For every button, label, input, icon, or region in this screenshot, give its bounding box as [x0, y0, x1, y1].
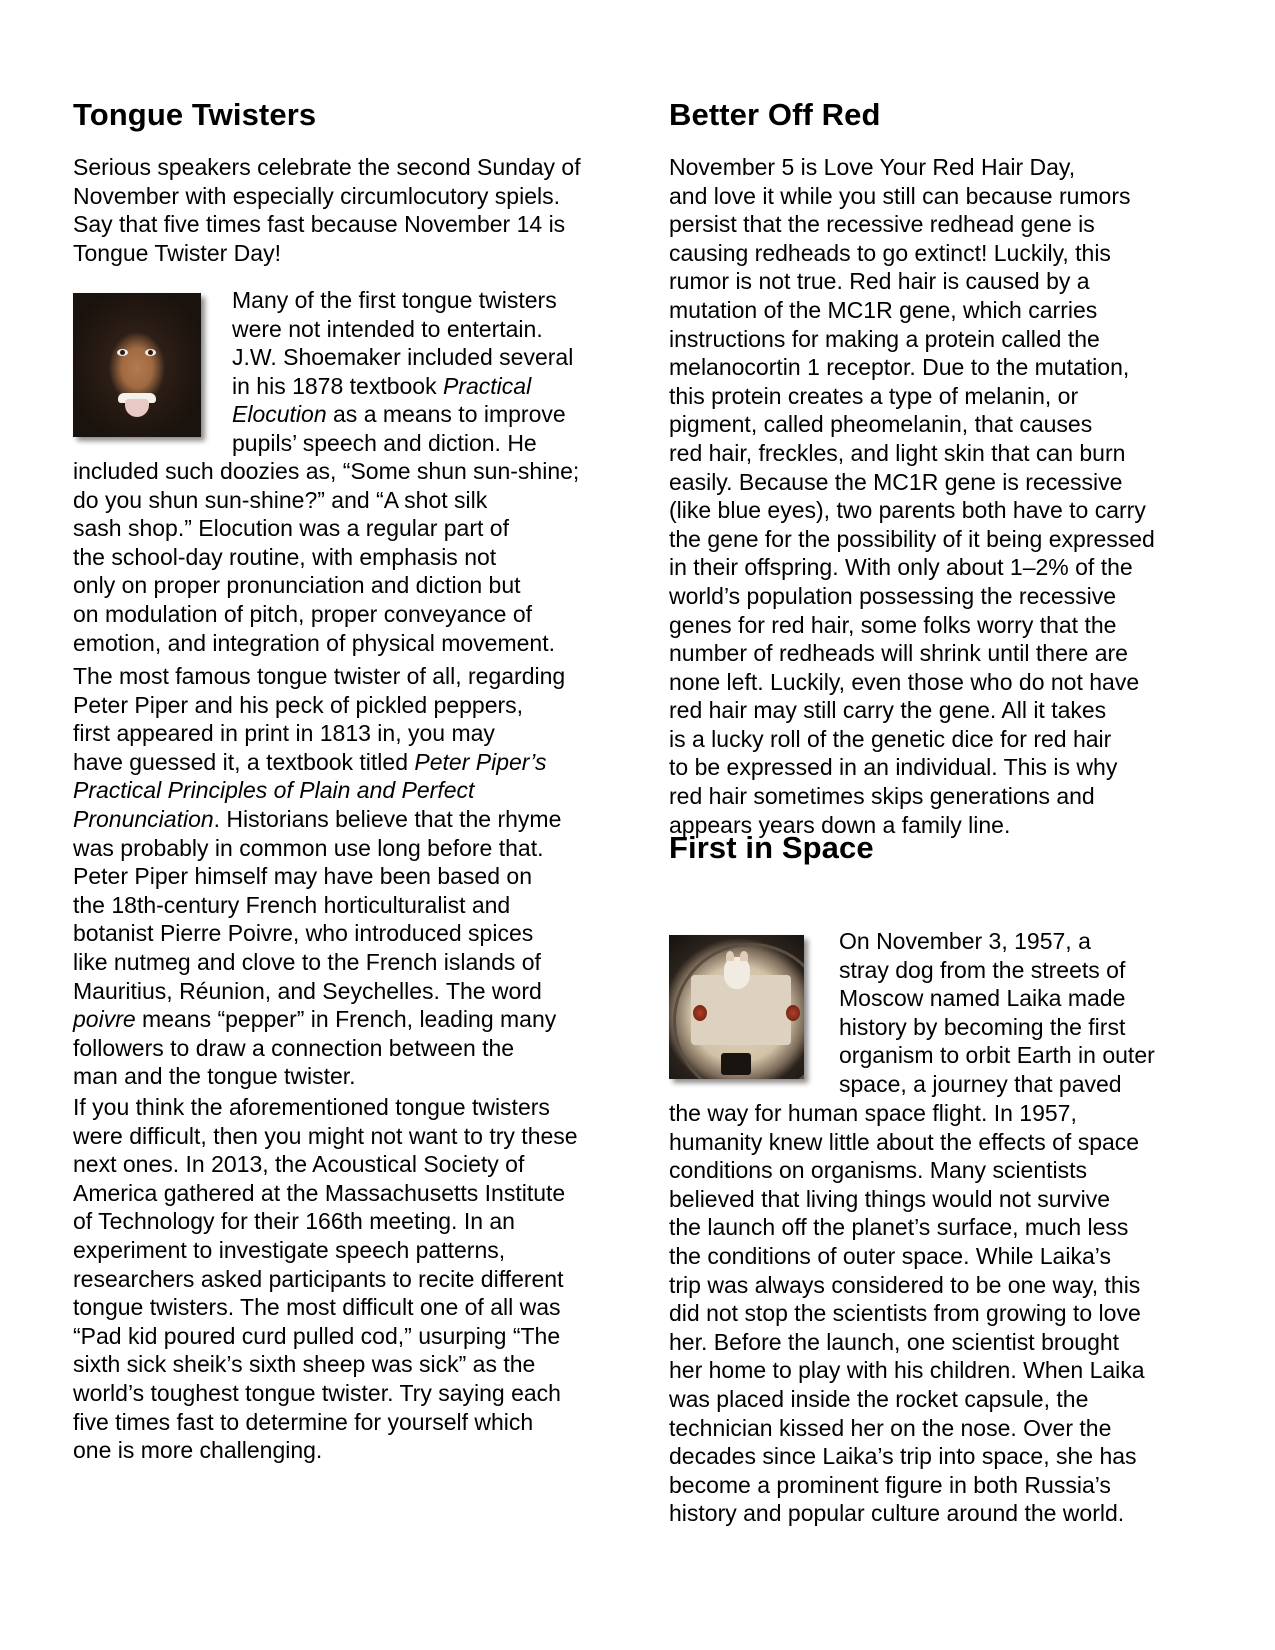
text-line: the launch off the planet’s surface, much less [669, 1214, 1129, 1241]
text-line: decades since Laika’s trip into space, she has [669, 1443, 1137, 1470]
text-line: technician kissed her on the nose. Over the [669, 1414, 1112, 1441]
text-line: (like blue eyes), two parents both have to carry [669, 497, 1146, 524]
text-line [232, 343, 573, 372]
text-line: humanity knew little about the effects of space [669, 1128, 1140, 1155]
text-line: stray dog from the streets of [839, 956, 1126, 983]
intro-paragraph [73, 153, 581, 267]
italic-title: Practical Principles of Plain and Perfect [73, 777, 475, 804]
text-line [73, 748, 565, 777]
text-line: of Technology for their 166th meeting. In an [73, 1208, 515, 1235]
text-line [73, 834, 565, 863]
text-run: like nutmeg and clove to the French islands of [73, 948, 541, 975]
text-line: trip was always considered to be one way, this [669, 1271, 1141, 1298]
text-line: Say that five times fast because November 14 is [73, 211, 566, 238]
text-line [73, 1005, 565, 1034]
text-line: sixth sick sheik’s sixth sheep was sick” as the [73, 1351, 536, 1378]
paragraph-peter-piper [73, 662, 565, 1091]
text-run: botanist Pierre Poivre, who introduced spices [73, 920, 534, 947]
text-line: instructions for making a protein called the [669, 325, 1100, 352]
text-line: mutation of the MC1R gene, which carries [669, 296, 1098, 323]
text-line [232, 286, 573, 315]
text-line: organism to orbit Earth in outer [839, 1042, 1155, 1069]
text-line: were difficult, then you might not want to try these [73, 1122, 578, 1149]
text-line: her home to play with his children. When Laika [669, 1357, 1145, 1384]
text-run: man and the tongue twister. [73, 1063, 356, 1090]
text-line: her. Before the launch, one scientist brought [669, 1328, 1120, 1355]
text-line: the way for human space flight. In 1957, [669, 1100, 1077, 1126]
paragraph-acoustical-society [73, 1093, 578, 1465]
text-line: history and popular culture around the world. [669, 1500, 1125, 1527]
text-run: were not intended to entertain. [232, 315, 543, 342]
text-run: first appeared in print in 1813 in, you may [73, 720, 495, 747]
text-line: this protein creates a type of melanin, or [669, 382, 1079, 409]
italic-title: Pronunciation [73, 805, 214, 832]
text-line: Serious speakers celebrate the second Sunday of [73, 154, 581, 180]
text-line: Tongue Twister Day! [73, 239, 281, 266]
italic-title: Elocution [232, 401, 327, 428]
text-line: persist that the recessive redhead gene is [669, 211, 1095, 238]
text-line: red hair sometimes skips generations and [669, 783, 1095, 810]
text-run: means “pepper” in French, leading many [135, 1006, 557, 1033]
text-line [73, 891, 565, 920]
text-line: rumor is not true. Red hair is caused by a [669, 268, 1090, 295]
text-run: followers to draw a connection between the [73, 1034, 515, 1061]
text-line: space, a journey that paved [839, 1070, 1122, 1097]
text-line [73, 691, 565, 720]
text-line: none left. Luckily, even those who do not have [669, 668, 1140, 695]
text-line: and love it while you still can because rumors [669, 182, 1131, 209]
text-line: conditions on organisms. Many scientists [669, 1157, 1088, 1184]
text-line [232, 429, 573, 458]
text-line: was placed inside the rocket capsule, the [669, 1385, 1089, 1412]
text-line [73, 719, 565, 748]
text-run: J.W. Shoemaker included several [232, 344, 574, 371]
text-line: If you think the aforementioned tongue twisters [73, 1094, 550, 1120]
text-run: Many of the first tongue twisters [232, 287, 557, 313]
italic-title: poivre [73, 1006, 136, 1033]
text-line: tongue twisters. The most difficult one of all was [73, 1294, 561, 1321]
text-line [73, 662, 565, 691]
italic-title: Practical [442, 372, 532, 399]
text-line: history by becoming the first [839, 1013, 1126, 1040]
paragraph-laika [669, 1099, 1145, 1528]
text-line: included such doozies as, “Some shun sun-shine; [73, 458, 580, 484]
text-line: on modulation of pitch, proper conveyance of [73, 600, 533, 627]
text-line: the conditions of outer space. While Laika’s [669, 1242, 1111, 1269]
text-line: pigment, called pheomelanin, that causes [669, 411, 1093, 438]
article-title: First in Space [669, 830, 874, 865]
text-run: have guessed it, a textbook titled [73, 748, 415, 775]
portrait-photo [73, 293, 201, 437]
text-line [73, 1062, 565, 1091]
text-line [73, 805, 565, 834]
text-run: Peter Piper himself may have been based on [73, 863, 532, 890]
dog-laika [724, 957, 750, 989]
text-run: was probably in common use long before that. [73, 834, 544, 861]
text-run: in his 1878 textbook [232, 372, 443, 399]
paragraph-laika-wrapped [839, 927, 1155, 1099]
text-line: causing redheads to go extinct! Luckily, this [669, 239, 1111, 266]
text-run: Peter Piper and his peck of pickled peppers, [73, 691, 524, 718]
capsule-light-left [693, 1005, 707, 1021]
tongue [125, 399, 149, 417]
text-line: November 5 is Love Your Red Hair Day, [669, 154, 1076, 180]
text-line: melanocortin 1 receptor. Due to the mutation, [669, 354, 1130, 381]
text-line: experiment to investigate speech patterns, [73, 1236, 506, 1263]
text-run: . Historians believe that the rhyme [213, 805, 562, 832]
text-line: November with especially circumlocutory spiels. [73, 182, 560, 209]
text-line: did not stop the scientists from growing to love [669, 1300, 1141, 1327]
text-line: red hair, freckles, and light skin that can burn [669, 439, 1126, 466]
text-run: Mauritius, Réunion, and Seychelles. The word [73, 977, 542, 1004]
text-line: number of redheads will shrink until there are [669, 640, 1128, 667]
text-run: The most famous tongue twister of all, regarding [73, 663, 566, 689]
text-line [73, 948, 565, 977]
text-line: do you shun sun-shine?” and “A shot silk [73, 486, 488, 513]
text-line: Moscow named Laika made [839, 985, 1126, 1012]
text-line: world’s population possessing the recessive [669, 582, 1117, 609]
capsule-light-right [786, 1005, 800, 1021]
text-line [73, 919, 565, 948]
text-line: researchers asked participants to recite different [73, 1265, 564, 1292]
text-line: believed that living things would not survive [669, 1185, 1111, 1212]
italic-title: Peter Piper’s [414, 748, 547, 775]
text-line: next ones. In 2013, the Acoustical Society of [73, 1151, 525, 1178]
text-line: emotion, and integration of physical movement. [73, 629, 555, 656]
text-run: the 18th-century French horticulturalist and [73, 891, 511, 918]
text-line [73, 776, 565, 805]
eye-left [117, 349, 128, 356]
text-line: red hair may still carry the gene. All it takes [669, 697, 1107, 724]
text-line [232, 372, 573, 401]
paragraph-red-hair [669, 153, 1155, 839]
text-line [232, 400, 573, 429]
text-line: the school-day routine, with emphasis not [73, 543, 497, 570]
text-line: only on proper pronunciation and diction but [73, 572, 521, 599]
article-title: Tongue Twisters [73, 97, 317, 132]
text-line: is a lucky roll of the genetic dice for red hair [669, 725, 1112, 752]
paragraph-elocution-wrapped [232, 286, 573, 458]
text-line: in their offspring. With only about 1–2% of the [669, 554, 1133, 581]
text-line: America gathered at the Massachusetts Institute [73, 1179, 566, 1206]
capsule-base [721, 1053, 751, 1075]
text-run: pupils’ speech and diction. He [232, 429, 537, 456]
text-line: genes for red hair, some folks worry that the [669, 611, 1117, 638]
text-line: five times fast to determine for yourself which [73, 1408, 534, 1435]
text-line: “Pad kid poured curd pulled cod,” usurping “The [73, 1322, 561, 1349]
laika-capsule-photo [669, 935, 804, 1079]
text-run: as a means to improve [326, 401, 566, 428]
text-line: the gene for the possibility of it being expressed [669, 525, 1155, 552]
text-line: easily. Because the MC1R gene is recessive [669, 468, 1123, 495]
paragraph-elocution [73, 457, 579, 657]
text-line: sash shop.” Elocution was a regular part of [73, 515, 509, 542]
eye-right [145, 349, 156, 356]
text-line [73, 977, 565, 1006]
text-line: become a prominent figure in both Russia’s [669, 1471, 1111, 1498]
text-line: appears years down a family line. [669, 811, 1011, 838]
text-line [232, 315, 573, 344]
article-title: Better Off Red [669, 97, 881, 132]
text-line: On November 3, 1957, a [839, 928, 1091, 954]
text-line: to be expressed in an individual. This is why [669, 754, 1118, 781]
text-line: one is more challenging. [73, 1437, 323, 1464]
text-line [73, 862, 565, 891]
text-line [73, 1034, 565, 1063]
text-line: world’s toughest tongue twister. Try saying each [73, 1379, 561, 1406]
